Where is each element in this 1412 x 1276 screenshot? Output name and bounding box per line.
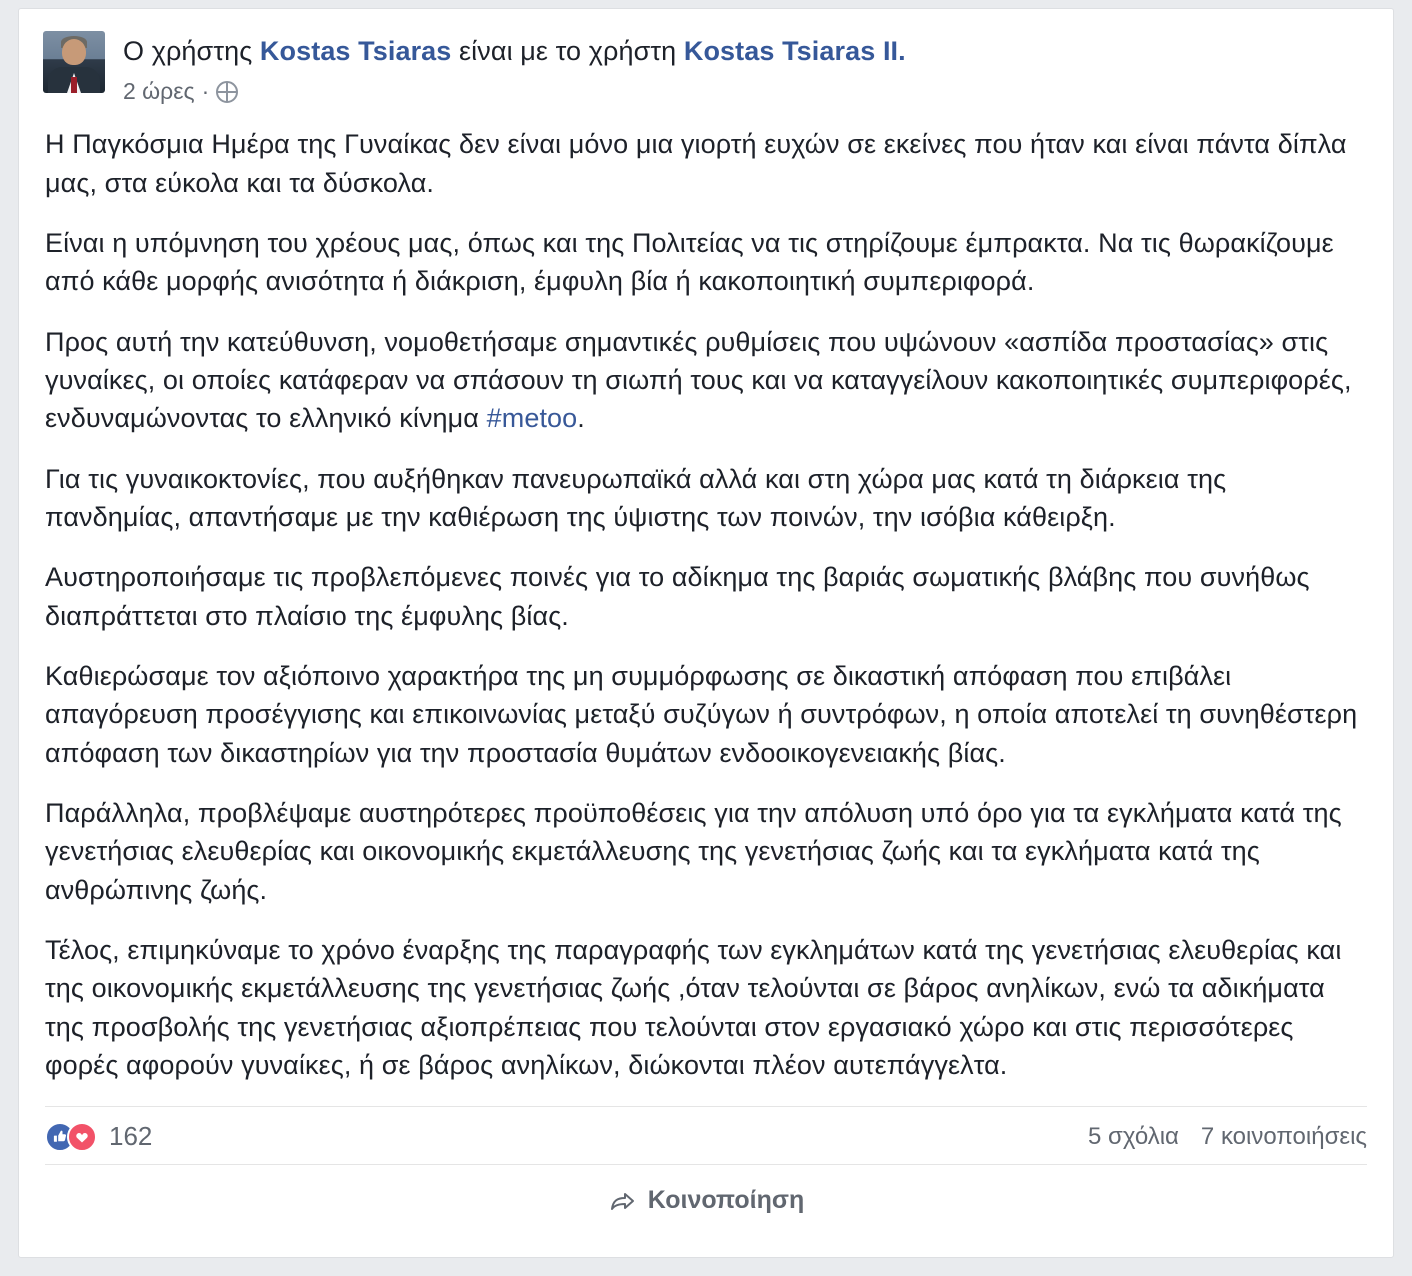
share-arrow-icon [608,1189,636,1213]
avatar-tie [71,77,77,93]
shares-count[interactable]: 7 κοινοποιήσεις [1200,1122,1367,1150]
post-paragraph-with-hashtag [45,323,1367,438]
post-paragraph: Είναι η υπόμνηση του χρέους μας, όπως και της Πολιτείας να τις στηρίζουμε έμπρακτα. Να τις θωρακίζουμε από κάθε μορφής ανισότητα ή διάκριση, έμφυλη βία ή κακοποιητική συμπεριφορά. [45,228,1334,297]
post-header [19,9,1393,107]
post-paragraph: Καθιερώσαμε τον αξιόποινο χαρακτήρα της μη συμμόρφωσης σε δικαστική απόφαση που επιβάλει απαγόρευση προσέγγισης και επικοινωνίας μεταξύ συζύγων ή συντρόφων, η οποία αποτελεί τη συνηθέστερη απόφαση των δικαστηρίων για την προστασία θυμάτων ενδοοικογενειακής βίας. [45,661,1358,768]
reaction-count: 162 [109,1121,153,1152]
post-paragraph: Για τις γυναικοκτονίες, που αυξήθηκαν πανευρωπαϊκά αλλά και στη χώρα μας κατά τη διάρκεια της πανδημίας, απαντήσαμε με την καθιέρωση της ύψιστης των ποινών, την ισόβια κάθειρξη. [45,463,1227,533]
facebook-post-card [18,8,1394,1258]
meta-separator: · [201,78,210,105]
post-meta [123,76,906,107]
reaction-icons [45,1122,97,1152]
comments-count[interactable]: 5 σχόλια [1088,1122,1179,1150]
post-paragraph: Παράλληλα, προβλέψαμε αυστηρότερες προϋποθέσεις για την απόλυση υπό όρο για τα εγκλήματα κατά της γενετήσιας ελευθερίας και οικονομικής εκμετάλλευσης της γενετήσιας ζωής και τα εγκλήματα κατά της ανθρώπινης ζωής. [45,798,1342,905]
post-timestamp[interactable]: 2 ώρες [123,78,195,105]
byline-prefix: Ο χρήστης [123,36,260,66]
reactions-right [1088,1123,1367,1151]
post-byline [123,33,906,69]
post-with-user-link[interactable]: Kostas Tsiaras II. [683,36,906,66]
paragraph-text-before: Προς αυτή την κατεύθυνση, νομοθετήσαμε σημαντικές ρυθμίσεις που υψώνουν «ασπίδα προστασίας» στις γυναίκες, οι οποίες κατάφεραν να σπάσουν τη σιωπή τους και να καταγγείλουν κακοποιητικές συμπεριφορές, ενδυναμώνοντας το ελληνικό κίνημα [45,326,1352,434]
hashtag-metoo-link[interactable]: #metoo [486,403,578,434]
avatar[interactable] [43,31,105,93]
byline-middle: είναι με το χρήστη [451,36,684,66]
post-author-link[interactable]: Kostas Tsiaras [259,36,452,66]
paragraph-text-after: . [577,403,585,434]
post-paragraph: Αυστηροποιήσαμε τις προβλεπόμενες ποινές για το αδίκημα της βαριάς σωματικής βλάβης που συνήθως διαπράττεται στο πλαίσιο της έμφυλης βίας. [45,562,1310,631]
avatar-face [62,39,86,65]
share-button[interactable] [602,1185,810,1216]
post-paragraph: Τέλος, επιμηκύναμε το χρόνο έναρξης της παραγραφής των εγκλημάτων κατά της γενετήσιας ελευθερίας και της οικονομικής εκμετάλλευσης της γενετήσιας ζωής ,όταν τελούνται σε βάρος ανηλίκων, ενώ τα αδικήματα της προσβολής της γενετήσιας αξιοπρέπειας που τελούνται στον εργασιακό χώρο και στις περισσότερες φορές αφορούν γυναίκες, ή σε βάρος ανηλίκων, διώκονται πλέον αυτεπάγγελτα. [45,935,1342,1081]
post-body [19,107,1393,1084]
share-button-label: Κοινοποίηση [647,1186,805,1215]
post-paragraph: Η Παγκόσμια Ημέρα της Γυναίκας δεν είναι μόνο μια γιορτή ευχών σε εκείνες που ήταν και είναι πάντα δίπλα μας, στα εύκολα και τα δύσκολα. [45,129,1347,198]
post-header-text [123,31,906,107]
reactions-left[interactable] [45,1121,152,1152]
globe-icon [216,81,238,103]
reaction-summary-row [19,1107,1393,1164]
share-row [19,1165,1393,1236]
heart-icon [67,1122,97,1152]
